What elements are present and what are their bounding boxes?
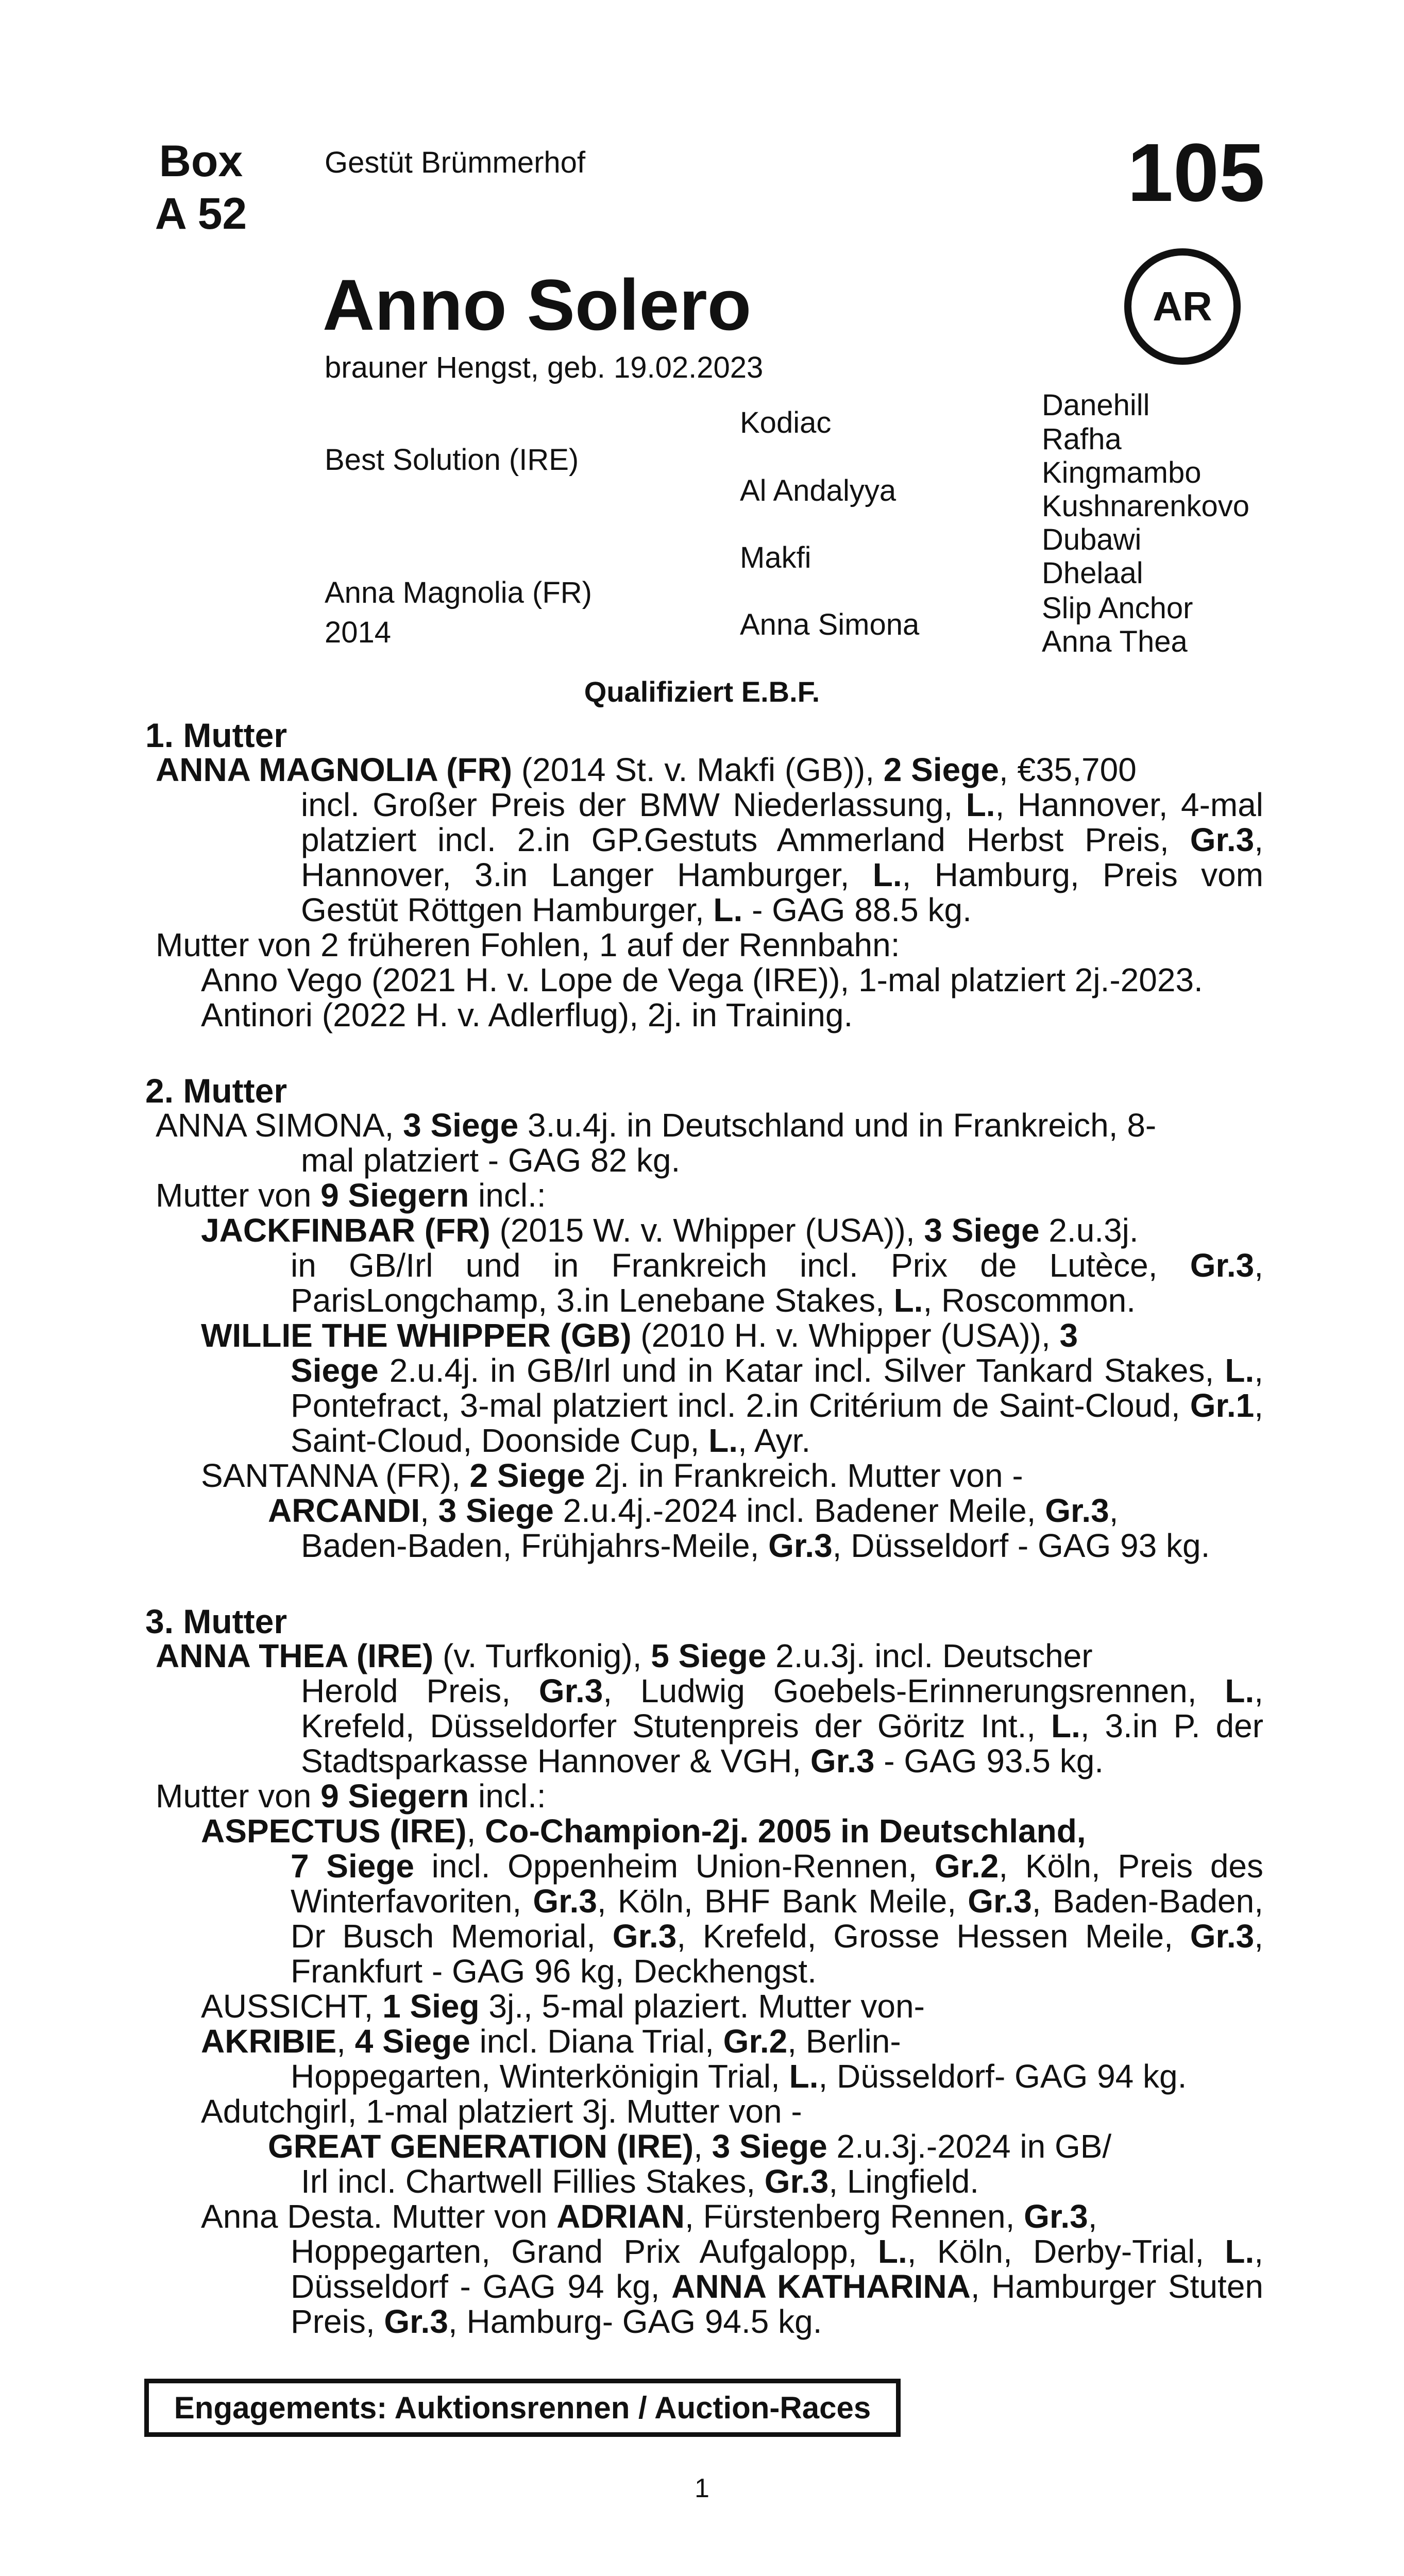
box-label-line2: A 52: [155, 189, 247, 239]
horse-name: Anno Solero: [323, 264, 752, 345]
second-dam-header: 2. Mutter: [145, 1072, 287, 1110]
ar-badge-text: AR: [1153, 283, 1212, 329]
horse-description: brauner Hengst, geb. 19.02.2023: [325, 351, 764, 384]
third-dam-grand-produce: GREAT GENERATION (IRE), 3 Siege 2.u.3j.-2024 in GB/: [268, 2128, 1112, 2165]
pedigree-gen2-item: Kodiac: [740, 406, 832, 439]
pedigree-gen2-item: Anna Simona: [740, 608, 920, 641]
second-dam-produce-intro: Mutter von 9 Siegern incl.:: [156, 1177, 546, 1214]
pedigree-gen3-item: Kushnarenkovo: [1042, 489, 1250, 523]
third-dam-header: 3. Mutter: [145, 1602, 287, 1640]
pedigree-gen3-item: Anna Thea: [1042, 625, 1188, 658]
third-dam-grand-produce-details: Irl incl. Chartwell Fillies Stakes, Gr.3, Lingfield.: [301, 2163, 979, 2200]
third-dam-produce-intro: Mutter von 9 Siegern incl.:: [156, 1777, 546, 1815]
ar-badge: [1124, 248, 1241, 365]
pedigree-gen3-item: Rafha: [1042, 422, 1122, 456]
second-dam-produce-item: WILLIE THE WHIPPER (GB) (2010 H. v. Whipper (USA)), 3: [201, 1317, 1078, 1354]
second-dam-produce-item-details: in GB/Irl und in Frankreich incl. Prix de Lutèce, Gr.3, ParisLongchamp, 3.in Lenebane Stakes, L., Roscommon.: [291, 1247, 1263, 1319]
box-label: [149, 135, 252, 240]
third-dam-produce-item: AUSSICHT, 1 Sieg 3j., 5-mal plaziert. Mutter von-: [201, 1988, 925, 2025]
engagements-text: Engagements: Auktionsrennen / Auction-Races: [174, 2391, 871, 2425]
second-dam-produce-item-details: Siege 2.u.4j. in GB/Irl und in Katar incl. Silver Tankard Stakes, L., Pontefract, 3-mal platziert incl. 2.in Critérium de Saint-Cloud, Gr.1, Saint-Cloud, Doonside Cup, L., Ayr.: [291, 1352, 1263, 1459]
pedigree-gen3-item: Kingmambo: [1042, 456, 1202, 489]
pedigree-gen2-item: Makfi: [740, 541, 811, 574]
third-dam-produce-item-details: Hoppegarten, Grand Prix Aufgalopp, L., Köln, Derby-Trial, L., Düsseldorf - GAG 94 kg, ANNA KATHARINA, Hamburger Stuten Preis, Gr.3, Hamburg- GAG 94.5 kg.: [291, 2233, 1264, 2340]
third-dam-produce-item: Adutchgirl, 1-mal platziert 3j. Mutter von -: [201, 2093, 802, 2130]
second-dam-record-cont: mal platziert - GAG 82 kg.: [301, 1142, 681, 1179]
second-dam-grand-produce-details: Baden-Baden, Frühjahrs-Meile, Gr.3, Düsseldorf - GAG 93 kg.: [301, 1527, 1210, 1564]
qualification-note: Qualifiziert E.B.F.: [584, 675, 820, 708]
first-dam-record: ANNA MAGNOLIA (FR) (2014 St. v. Makfi (GB)), 2 Siege, €35,700: [156, 751, 1137, 788]
third-dam-record-details: Herold Preis, Gr.3, Ludwig Goebels-Erinnerungsrennen, L., Krefeld, Düsseldorfer Stutenpreis der Göritz Int., L., 3.in P. der Stadtsparkasse Hannover & VGH, Gr.3 - GAG 93.5 kg.: [301, 1672, 1264, 1780]
third-dam-produce-item: Anna Desta. Mutter von ADRIAN, Fürstenberg Rennen, Gr.3,: [201, 2198, 1097, 2235]
first-dam-produce-item: Anno Vego (2021 H. v. Lope de Vega (IRE)), 1-mal platziert 2j.-2023.: [201, 961, 1203, 998]
pedigree-gen3-item: Dhelaal: [1042, 556, 1143, 590]
third-dam-produce-item-details: 7 Siege incl. Oppenheim Union-Rennen, Gr.2, Köln, Preis des Winterfavoriten, Gr.3, Köln, BHF Bank Meile, Gr.3, Baden-Baden, Dr Busch Memorial, Gr.3, Krefeld, Grosse Hessen Meile, Gr.3, Frankfurt - GAG 96 kg, Deckhengst.: [291, 1848, 1264, 1990]
first-dam-record-details: incl. Großer Preis der BMW Niederlassung, L., Hannover, 4-mal platziert incl. 2.in GP.Gestuts Ammerland Herbst Preis, Gr.3, Hannover, 3.in Langer Hamburger, L., Hamburg, Preis vom Gestüt Röttgen Hamburger, L. - GAG 88.5 kg.: [301, 786, 1264, 928]
pedigree-gen3-item: Slip Anchor: [1042, 591, 1193, 625]
lot-number: 105: [1127, 126, 1265, 218]
second-dam-produce-item: JACKFINBAR (FR) (2015 W. v. Whipper (USA)), 3 Siege 2.u.3j.: [201, 1212, 1139, 1249]
second-dam-produce-item: SANTANNA (FR), 2 Siege 2j. in Frankreich. Mutter von -: [201, 1457, 1023, 1494]
pedigree-gen3-item: Danehill: [1042, 388, 1150, 422]
third-dam-produce-item: ASPECTUS (IRE), Co-Champion-2j. 2005 in Deutschland,: [201, 1812, 1086, 1850]
engagements-box: [144, 2379, 901, 2437]
third-dam-grand-produce-details: Hoppegarten, Winterkönigin Trial, L., Düsseldorf- GAG 94 kg.: [291, 2058, 1187, 2095]
first-dam-header: 1. Mutter: [145, 716, 287, 754]
third-dam-record: ANNA THEA (IRE) (v. Turfkonig), 5 Siege 2.u.3j. incl. Deutscher: [156, 1637, 1093, 1674]
third-dam-grand-produce: AKRIBIE, 4 Siege incl. Diana Trial, Gr.2, Berlin-: [201, 2023, 901, 2060]
pedigree-dam-year: 2014: [325, 616, 392, 649]
first-dam-produce-intro: Mutter von 2 früheren Fohlen, 1 auf der Rennbahn:: [156, 926, 900, 963]
pedigree-sire: Best Solution (IRE): [325, 443, 579, 477]
page-number: 1: [695, 2473, 709, 2503]
pedigree-gen3-item: Dubawi: [1042, 523, 1142, 556]
box-label-line1: Box: [159, 137, 243, 186]
pedigree-gen2-item: Al Andalyya: [740, 474, 896, 507]
second-dam-record: ANNA SIMONA, 3 Siege 3.u.4j. in Deutschland und in Frankreich, 8-: [156, 1107, 1157, 1144]
second-dam-grand-produce: ARCANDI, 3 Siege 2.u.4j.-2024 incl. Badener Meile, Gr.3,: [268, 1492, 1119, 1529]
pedigree-dam: Anna Magnolia (FR): [325, 576, 592, 609]
first-dam-produce-item: Antinori (2022 H. v. Adlerflug), 2j. in Training.: [201, 996, 853, 1033]
breeder-name: Gestüt Brümmerhof: [325, 146, 586, 179]
